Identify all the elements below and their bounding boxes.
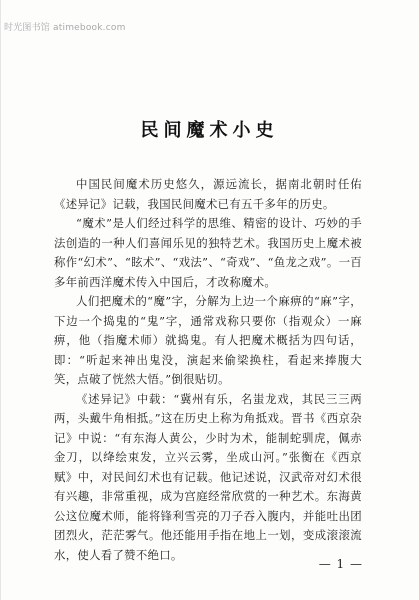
watermark: 时光图书馆 atimebook.com (4, 23, 126, 33)
paragraph-2: “魔术”是人们经过科学的思维、精密的设计、巧妙的手法创造的一种人们喜闻乐见的独特艺术。我国历史上魔术被称作“幻术”、“眩术”、“戏法”、“奇戏”、“鱼龙之戏”。一百多年前西洋魔术传入中国后，才改称魔术。 (54, 216, 362, 289)
paragraph-4: 《述异记》中载：“冀州有乐，名蚩龙戏，其民三三两两，头戴牛角相抵。”这在历史上称为角抵戏。晋书《西京杂记》中说：“有东海人黄公，少时为术，能制蛇驯虎，佩赤金刀，以绛绘束发，立兴云雾，坐成山河。”张衡在《西京赋》中，对民间幻术也有记载。他记述说，汉武帝对幻术很有兴趣，非常重视，成为宫庭经常欣赏的一种艺术。东海黄公这位魔术师，能将锋利雪亮的刀子吞入腹内，并能吐出团团烈火，茫茫雾气。他还能用手指在地上一划，变成滚滚流水，使人看了赞不绝口。 (54, 391, 362, 562)
chapter-title: 民间魔术小史 (140, 120, 279, 141)
page-number: — 1 — (318, 557, 363, 571)
paragraph-1: 中国民间魔术历史悠久，源远流长，据南北朝时任佑《述异记》记载，我国民间魔术已有五千多年的历史。 (54, 177, 362, 211)
body-text (54, 175, 362, 565)
paragraph-3: 人们把魔术的“魔”字，分解为上边一个麻痹的“麻”字，下边一个捣鬼的“鬼”字，通常戏称只要你（指观众）一麻痹，他（指魔术师）就捣鬼。有人把魔术概括为四句话，即：“听起来神出鬼没，演起来偷梁换柱，看起来捧腹大笑，点破了恍然大悟。”倒很贴切。 (54, 294, 362, 386)
scan-edge (0, 0, 1, 600)
